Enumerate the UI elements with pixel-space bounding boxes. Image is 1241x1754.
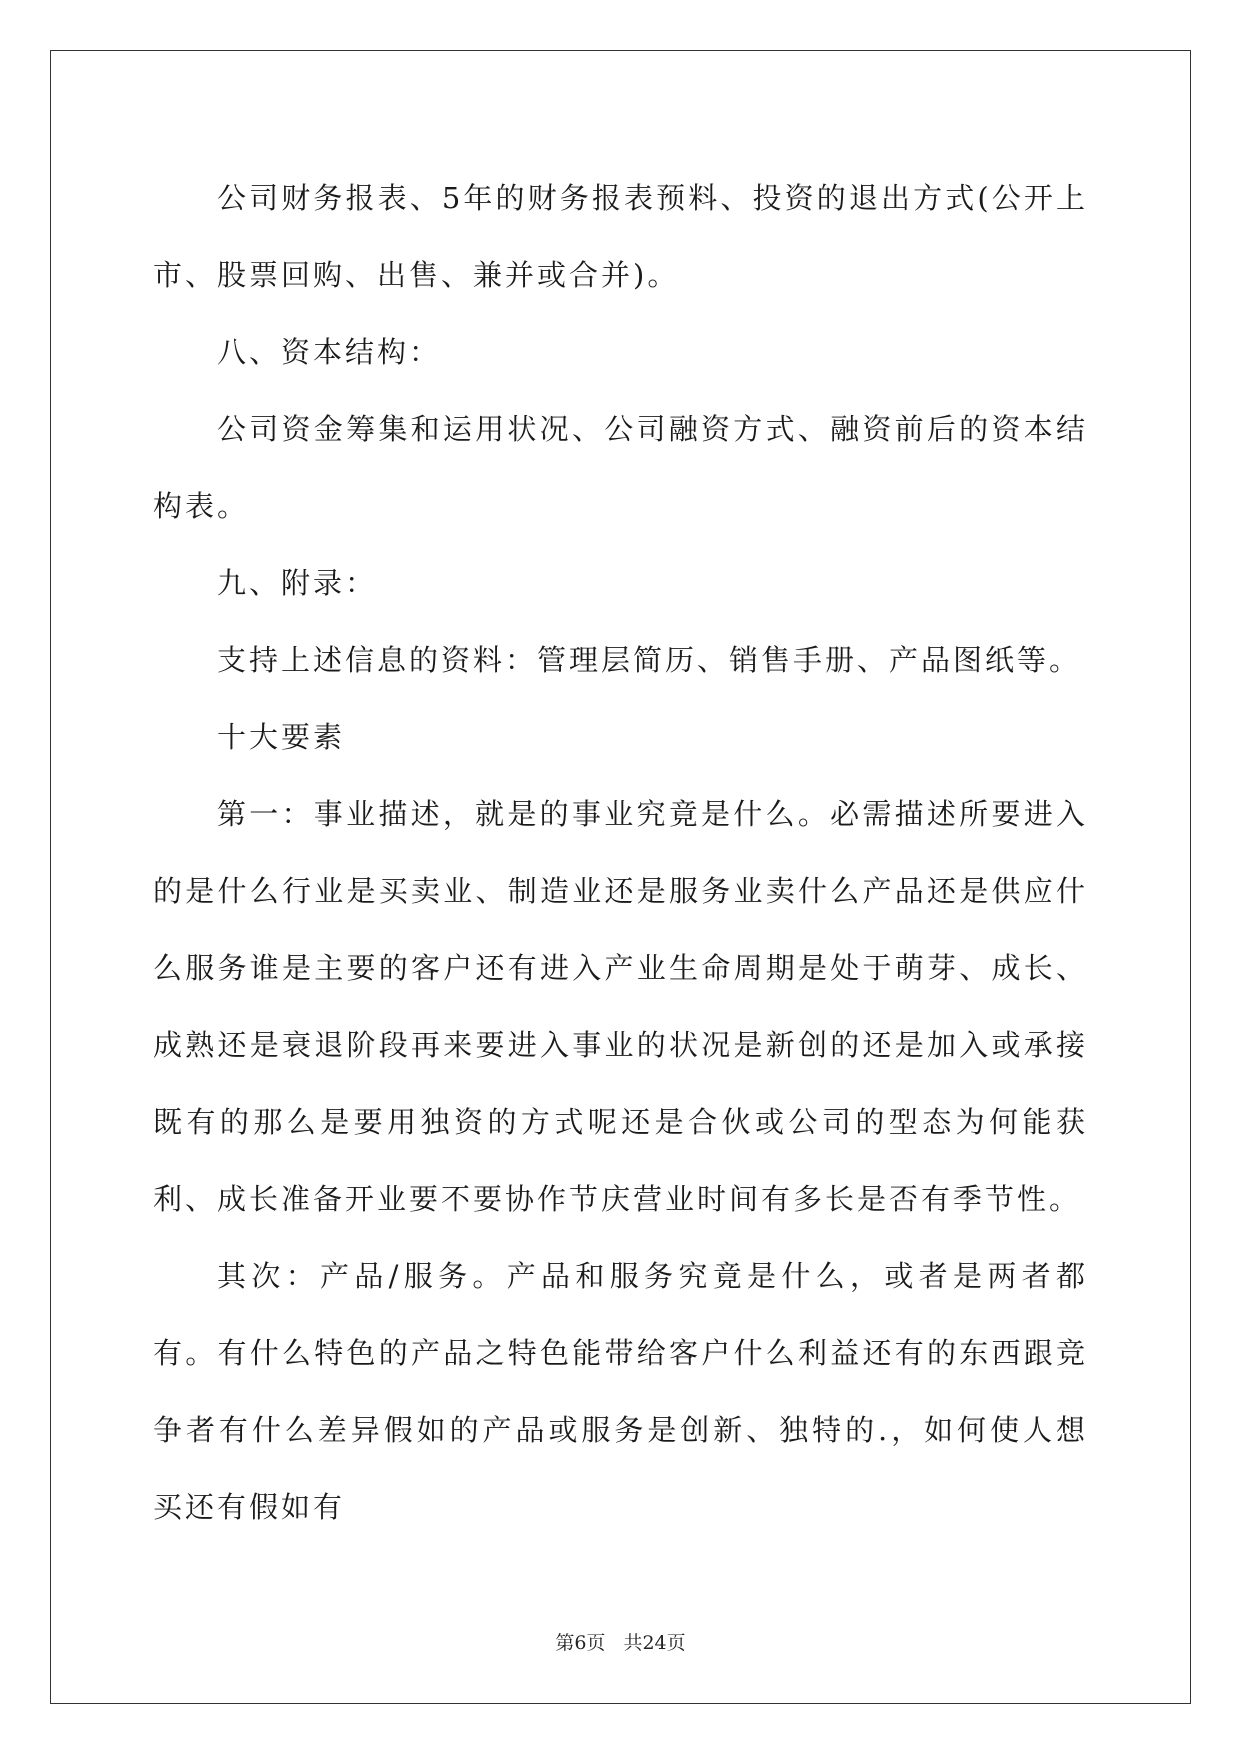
- paragraph-business-description: 第一：事业描述，就是的事业究竟是什么。必需描述所要进入的是什么行业是买卖业、制造业还是服务业卖什么产品还是供应什么服务谁是主要的客户还有进入产业生命周期是处于萌芽、成长、成熟还是衰退阶段再来要进入事业的状况是新创的还是加入或承接既有的那么是要用独资的方式呢还是合伙或公司的型态为何能获利、成长准备开业要不要协作节庆营业时间有多长是否有季节性。: [153, 797, 1088, 1216]
- page-number: 第6页: [555, 1632, 606, 1654]
- heading-appendix: 九、附录：: [217, 566, 378, 600]
- heading-ten-elements: 十大要素: [217, 720, 346, 754]
- paragraph-capital-structure: 公司资金筹集和运用状况、公司融资方式、融资前后的资本结构表。: [153, 412, 1088, 523]
- heading-capital-structure: 八、资本结构：: [217, 335, 442, 369]
- paragraph-appendix: 支持上述信息的资料：管理层简历、销售手册、产品图纸等。: [217, 643, 1082, 677]
- document-body: [153, 160, 1088, 1546]
- page-footer: [0, 1628, 1241, 1655]
- total-pages: 共24页: [623, 1632, 686, 1654]
- paragraph-products-services: 其次：产品/服务。产品和服务究竟是什么，或者是两者都有。有什么特色的产品之特色能带给客户什么利益还有的东西跟竞争者有什么差异假如的产品或服务是创新、独特的.，如何使人想买还有假如有: [153, 1259, 1088, 1524]
- paragraph-financial-statements: 公司财务报表、5年的财务报表预料、投资的退出方式(公开上市、股票回购、出售、兼并或合并)。: [153, 181, 1088, 292]
